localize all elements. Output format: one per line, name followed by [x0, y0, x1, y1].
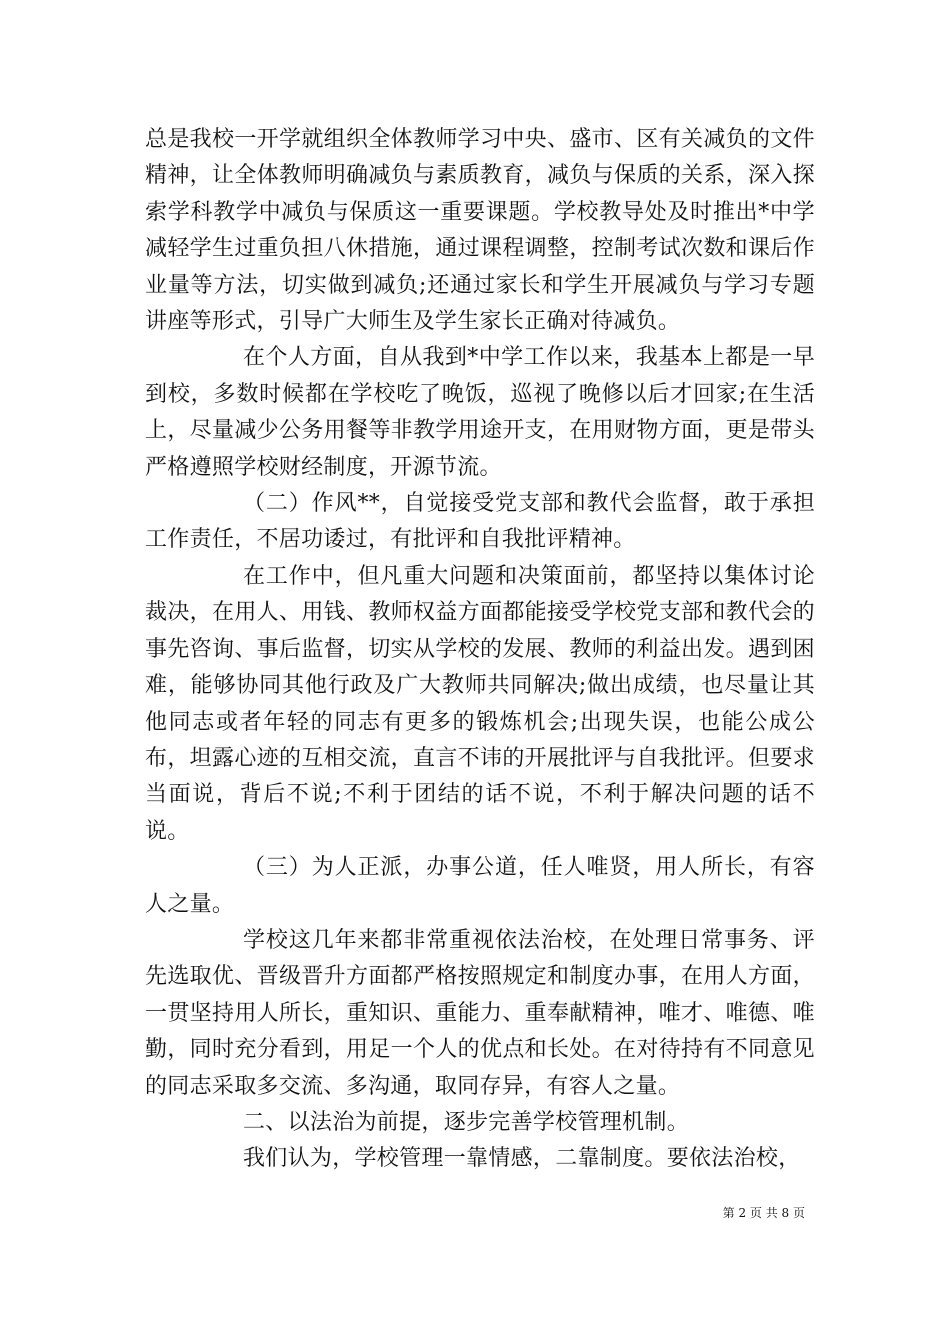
- document-body: [145, 122, 815, 1178]
- paragraph-5: 我们认为，学校管理一靠情感，二靠制度。要依法治校，: [243, 1146, 801, 1172]
- section-heading-2: （二）作风**，自觉接受党支部和教代会监督，敢于承担工作责任，不居功诿过，有批评和自我批评精神。: [145, 491, 815, 553]
- paragraph-3: 在工作中，但凡重大问题和决策面前，都坚持以集体讨论裁决，在用人、用钱、教师权益方面都能接受学校党支部和教代会的事先咨询、事后监督，切实从学校的发展、教师的利益出发。遇到困难，能够协同其他行政及广大教师共同解决;做出成绩，也尽量让其他同志或者年轻的同志有更多的锻炼机会;出现失误，也能公成公布，坦露心迹的互相交流，直言不讳的开展批评与自我批评。但要求当面说，背后不说;不利于团结的话不说，不利于解决问题的话不说。: [145, 563, 815, 844]
- page-number-footer: 第 2 页 共 8 页: [722, 1206, 805, 1220]
- chapter-heading-2: 二、以法治为前提，逐步完善学校管理机制。: [243, 1109, 690, 1135]
- section-heading-3: （三）为人正派，办事公道，任人唯贤，用人所长，有容人之量。: [145, 855, 815, 917]
- paragraph-1: 总是我校一开学就组织全体教师学习中央、盛市、区有关减负的文件精神，让全体教师明确减负与素质教育，减负与保质的关系，深入探索学科教学中减负与保质这一重要课题。学校教导处及时推出*中学减轻学生过重负担八休措施，通过课程调整，控制考试次数和课后作业量等方法，切实做到减负;还通过家长和学生开展减负与学习专题讲座等形式，引导广大师生及学生家长正确对待减负。: [145, 127, 815, 335]
- paragraph-4: 学校这几年来都非常重视依法治校，在处理日常事务、评先选取优、晋级晋升方面都严格按照规定和制度办事，在用人方面，一贯坚持用人所长，重知识、重能力、重奉献精神，唯才、唯德、唯勤，同时充分看到，用足一个人的优点和长处。在对待持有不同意见的同志采取多交流、多沟通，取同存异，有容人之量。: [145, 927, 815, 1099]
- paragraph-2: 在个人方面，自从我到*中学工作以来，我基本上都是一早到校，多数时候都在学校吃了晚饭，巡视了晚修以后才回家;在生活上，尽量减少公务用餐等非教学用途开支，在用财物方面，更是带头严格遵照学校财经制度，开源节流。: [145, 345, 815, 480]
